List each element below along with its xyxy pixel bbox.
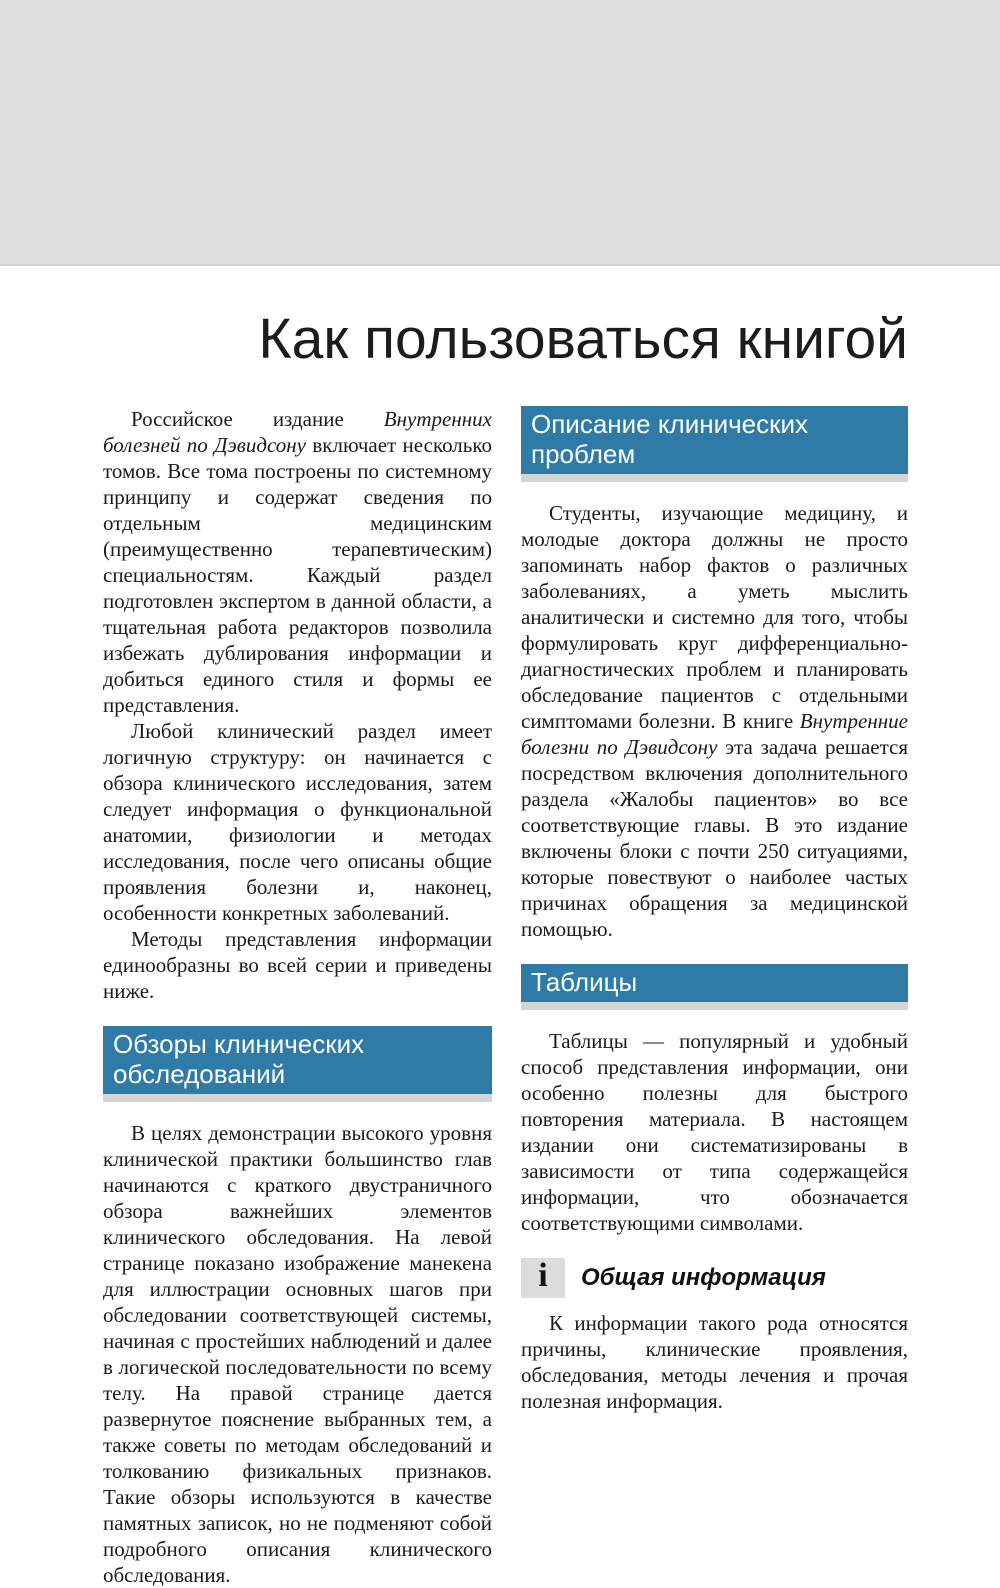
section-clinical-reviews-header-wrap <box>103 1026 492 1102</box>
intro-1-text-post: включает несколько томов. Все тома построены по системному принципу и содержат сведения по отдельным медицинским (преимущественно терапевтическим) специальностям. Каждый раздел подготовлен экспертом в данной области, а тщательная работа редакторов позволила избежать дублирования информации и добиться единого стиля и формы ее представления. <box>103 432 493 717</box>
paragraph-intro-2: Любой клинический раздел имеет логичную структуру: он начинается с обзора клинического исследования, затем следует информация о функциональной анатомии, физиологии и методах исследования, после чего описаны общие проявления болезни и, наконец, особенности конкретных заболеваний. <box>103 718 492 925</box>
header-underline-strip <box>521 474 908 482</box>
right-column <box>521 406 908 1588</box>
paragraph-tables: Таблицы — популярный и удобный способ представления информации, они особенно полезны для быстрого повторения материала. В настоящем издании они систематизированы в зависимости от типа содержащейся информации, что обозначается соответствующими символами. <box>521 1028 908 1235</box>
top-band <box>0 0 1000 266</box>
paragraph-clinical-reviews-body: В целях демонстрации высокого уровня клинической практики большинство глав начинаются с краткого двустраничного обзора важнейших элементов клинического обследования. На левой странице показано изображение манекена для иллюстрации основных шагов при обследовании соответствующей системы, начиная с простейших наблюдений и далее в логической последовательности по всему телу. На правой странице дается развернутое пояснение выбранных тем, а также советы по методам обследований и толкованию физикальных признаков. Такие обзоры используются в качестве памятных записок, но не подменяют собой подробного описания клинического обследования. <box>103 1120 492 1587</box>
info-block-header <box>521 1258 908 1298</box>
section-header-clinical-problems: Описание клинических проблем <box>521 406 908 474</box>
paragraph-info-block: К информации такого рода относятся причины, клинические проявления, обследования, методы лечения и прочая полезная информация. <box>521 1310 908 1413</box>
info-icon <box>521 1258 565 1298</box>
section-tables-header-wrap <box>521 964 908 1010</box>
page-title: Как пользоваться книгой <box>258 307 908 371</box>
info-i-glyph: i <box>538 1256 548 1294</box>
left-column <box>103 406 492 1588</box>
book-title-italic: Внутренние болезни по Дэвидсону <box>521 708 908 759</box>
header-underline-strip <box>103 1094 492 1102</box>
section-header-tables: Таблицы <box>521 964 908 1002</box>
header-underline-strip <box>521 1002 908 1010</box>
info-block-heading: Общая информация <box>581 1263 826 1291</box>
two-column-layout <box>103 406 908 1588</box>
clinical-problems-text-pre: Студенты, изучающие медицину, и молодые доктора должны не просто запоминать набор фактов о различных заболеваниях, а уметь мыслить аналитически и системно для того, чтобы формулировать круг дифференциально-диагностических проблем и планировать обследование пациентов с отдельными симптомами болезни. В книге <box>521 500 908 733</box>
section-header-clinical-reviews: Обзоры клинических обследований <box>103 1026 492 1094</box>
paragraph-intro-3: Методы представления информации единообразны во всей серии и приведены ниже. <box>103 926 492 1003</box>
paragraph-intro-1 <box>103 406 492 718</box>
intro-1-text-pre: Российское издание <box>131 406 384 431</box>
paragraph-clinical-problems <box>521 500 908 942</box>
section-clinical-problems-header-wrap <box>521 406 908 482</box>
book-title-italic: Внутренних болезней по Дэвидсону <box>103 406 492 457</box>
clinical-problems-text-post: эта задача решается посредством включения дополнительного раздела «Жалобы пациентов» во все соответствующие главы. В это издание включены блоки с почти 250 ситуациями, которые повествуют о наиболее частых причинах обращения за медицинской помощью. <box>521 734 908 941</box>
